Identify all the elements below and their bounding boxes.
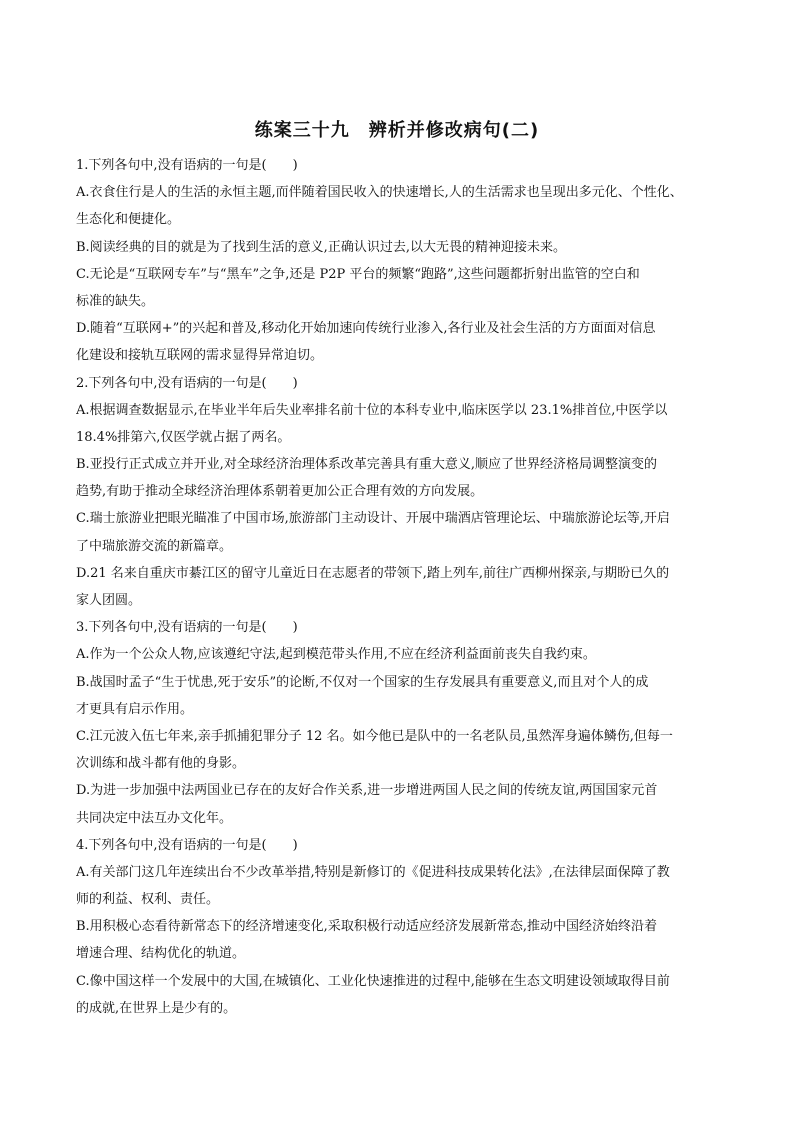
text-line: 趋势,有助于推动全球经济治理体系朝着更加公正合理有效的方向发展。 <box>76 484 484 500</box>
text-line: B.阅读经典的目的就是为了找到生活的意义,正确认识过去,以大无畏的精神迎接未来。 <box>76 239 566 255</box>
text-line: B.战国时孟子“生于忧患,死于安乐”的论断,不仅对一个国家的生存发展具有重要意义,而且对个人的成 <box>76 674 649 690</box>
text-line: 才更具有启示作用。 <box>76 701 194 717</box>
text-line: C.瑞士旅游业把眼光瞄准了中国市场,旅游部门主动设计、开展中瑞酒店管理论坛、中瑞旅游论坛等,开启 <box>76 511 670 527</box>
text-line: 标准的缺失。 <box>76 293 155 309</box>
text-line: C.像中国这样一个发展中的大国,在城镇化、工业化快速推进的过程中,能够在生态文明建设领域取得目前 <box>76 973 670 989</box>
text-line: 2.下列各句中,没有语病的一句是( ) <box>76 375 298 391</box>
text-line: 共同决定中法互办文化年。 <box>76 810 233 826</box>
page-title: 练案三十九 辨析并修改病句(二) <box>254 120 540 141</box>
text-line: 生态化和便捷化。 <box>76 212 181 228</box>
text-line: 18.4%排第六,仅医学就占据了两名。 <box>76 429 291 445</box>
text-line: 1.下列各句中,没有语病的一句是( ) <box>76 158 298 173</box>
text-line: 4.下列各句中,没有语病的一句是( ) <box>76 837 298 853</box>
text-line: 家人团圆。 <box>76 593 142 608</box>
text-line: 3.下列各句中,没有语病的一句是( ) <box>76 620 298 636</box>
text-line: A.根据调查数据显示,在毕业半年后失业率排名前十位的本科专业中,临床医学以 23.1%排首位,中医学以 <box>76 402 668 418</box>
text-line: 师的利益、权利、责任。 <box>76 892 220 908</box>
text-line: B.用积极心态看待新常态下的经济增速变化,采取积极行动适应经济发展新常态,推动中国经济始终沿着 <box>76 919 657 935</box>
text-line: C.无论是“互联网专车”与“黑车”之争,还是 P2P 平台的频繁“跑路”,这些问题都折射出监管的空白和 <box>76 266 640 282</box>
text-line: D.21 名来自重庆市綦江区的留守儿童近日在志愿者的带领下,踏上列车,前往广西柳州探亲,与期盼已久的 <box>76 565 670 581</box>
text-line: A.衣食住行是人的生活的永恒主题,而伴随着国民收入的快速增长,人的生活需求也呈现出多元化、个性化、 <box>76 185 683 201</box>
text-line: A.作为一个公众人物,应该遵纪守法,起到模范带头作用,不应在经济利益面前丧失自我约束。 <box>76 647 596 663</box>
text-line: B.亚投行正式成立并开业,对全球经济治理体系改革完善具有重大意义,顺应了世界经济格局调整演变的 <box>76 457 657 473</box>
text-line: C.江元波入伍七年来,亲手抓捕犯罪分子 12 名。如今他已是队中的一名老队员,虽然浑身遍体鳞伤,但每一 <box>76 728 673 744</box>
text-line: 的成就,在世界上是少有的。 <box>76 1000 237 1016</box>
text-line: 增速合理、结构优化的轨道。 <box>76 946 246 962</box>
text-line: 次训练和战斗都有他的身影。 <box>76 756 246 772</box>
text-line: D.随着“互联网+”的兴起和普及,移动化开始加速向传统行业渗入,各行业及社会生活的方方面面对信息 <box>76 321 656 337</box>
text-line: D.为进一步加强中法两国业已存在的友好合作关系,进一步增进两国人民之间的传统友谊,两国国家元首 <box>76 783 658 799</box>
question-content <box>76 152 722 1022</box>
text-line: 化建设和接轨互联网的需求显得异常迫切。 <box>76 348 324 364</box>
text-line: A.有关部门这几年连续出台不少改革举措,特别是新修订的《促进科技成果转化法》,在法律层面保障了教 <box>76 864 670 880</box>
text-line: 了中瑞旅游交流的新篇章。 <box>76 538 233 554</box>
